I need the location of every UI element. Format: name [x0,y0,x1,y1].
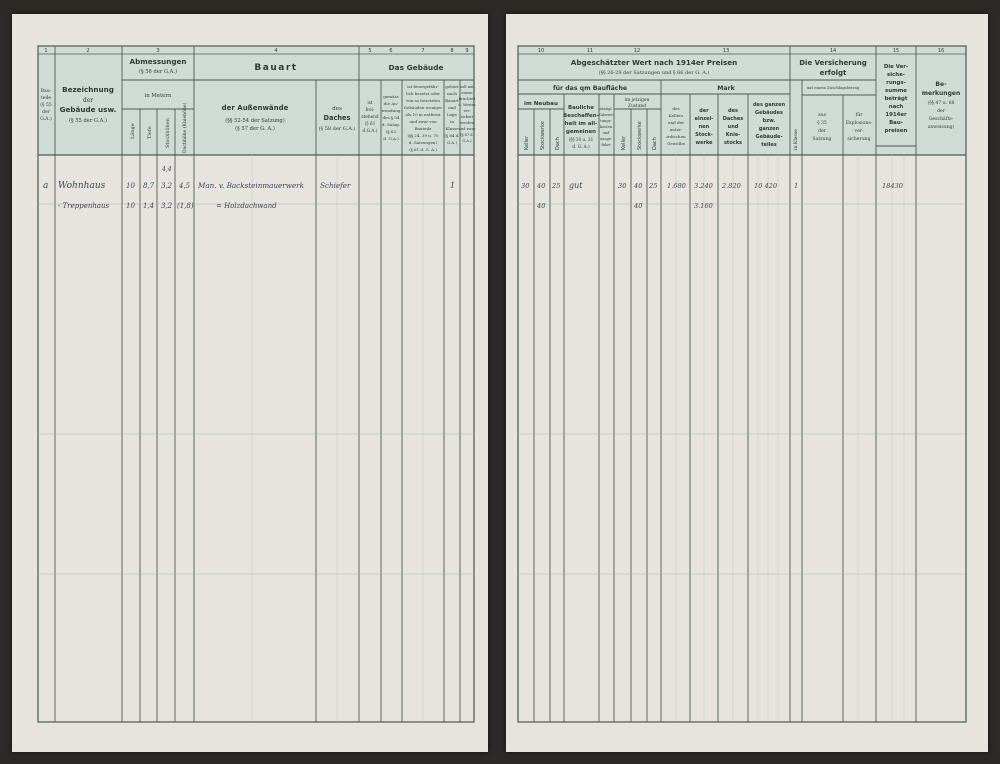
svg-text:Bauliche: Bauliche [568,105,594,111]
svg-text:heit im all-: heit im all- [564,121,598,127]
bezeichnung-entry: Wohnhaus [58,181,106,191]
svg-text:G.A.): G.A.) [462,139,472,143]
laenge-header: Länge [130,123,136,139]
svg-text:gemäss: gemäss [383,94,399,99]
svg-text:Beschaffen-: Beschaffen- [563,113,599,119]
svg-text:merkungen: merkungen [921,90,961,97]
svg-text:einem: einem [461,91,473,95]
abgeschaetzt-ref: (§§ 26-29 der Satzungen und § 66 der G. A.) [598,70,710,76]
keller-header: Keller [621,135,627,150]
svg-text:frei-: frei- [365,108,375,113]
col-number: 10 [537,48,545,54]
das-gebaeude-header: Das Gebäude [388,63,444,72]
stock-neu-entry: 40 [537,202,546,210]
svg-text:ganzen: ganzen [758,126,780,132]
svg-text:(§ 61: (§ 61 [364,122,376,127]
svg-text:abzügl.: abzügl. [599,107,613,111]
keller-neu-entry: 30 [521,182,530,190]
svg-text:ist: ist [367,101,373,106]
bauart-header: Bauart [254,63,298,73]
summe-entry: 18430 [882,182,903,190]
abmessungen-header: Abmessungen [129,57,187,66]
svg-text:Die Ver-: Die Ver- [883,64,909,70]
tiefe-entry: 1,4 [143,202,155,210]
dach-hoehe-entry: 4,5 [179,182,191,190]
svg-text:ver-: ver- [463,109,471,113]
svg-text:(§§ 30 u. 31: (§§ 30 u. 31 [568,137,594,142]
svg-text:Lage: Lage [447,112,457,117]
svg-text:teile: teile [40,96,52,101]
bauteil-entry: a [43,181,49,191]
svg-text:Bruchteil: Bruchteil [458,97,476,101]
svg-text:Gebäudes: Gebäudes [755,110,783,116]
col-number: 4 [274,48,278,54]
svg-text:siche-: siche- [887,72,905,78]
svg-text:(§ 55: (§ 55 [40,103,52,108]
im-jetzigen-header: Zustand [627,104,647,109]
svg-text:Geschäfts-: Geschäfts- [928,117,954,122]
aussenwaende-ref: (§§ 52-54 der Satzung) [225,118,285,124]
svg-text:und: und [602,131,610,135]
svg-text:(§ 61 d. G. A.): (§ 61 d. G. A.) [409,147,437,152]
svg-text:wendung: wendung [381,108,401,113]
svg-text:in: in [450,119,454,124]
mark-header: Mark [717,85,735,92]
zuschlag-header: mit einem Zuschlagsbetrag [806,85,860,90]
aussenwaende-entry: = Holzdachwand [216,202,277,210]
svg-text:stocks: stocks [723,140,743,146]
svg-text:Bauteile: Bauteile [414,126,432,131]
svg-text:sicherung: sicherung [847,137,871,142]
svg-text:und der: und der [667,120,685,125]
svg-text:des: des [332,106,342,112]
svg-text:d.G.A.): d.G.A.) [362,129,378,134]
svg-text:Bezeichnung: Bezeichnung [62,85,114,94]
svg-text:d. G. A.): d. G. A.) [572,144,590,149]
svg-text:werke: werke [695,140,713,146]
stock-above-entry: 4,4 [162,166,172,173]
tiefe-header: Tiefe [147,126,153,139]
svg-text:(§§ 24, 39 u. 70: (§§ 24, 39 u. 70 [407,133,439,138]
svg-text:der: der [42,110,50,115]
col-number: 1 [44,48,48,54]
svg-text:tungs-: tungs- [600,119,612,123]
col-number: 14 [829,48,837,54]
col-number: 11 [586,48,594,54]
wert-ganz-entry: 10 420 [754,182,778,190]
in-klasse-header: in Klasse [794,129,799,150]
svg-text:summe: summe [885,88,907,94]
klasse-entry: 1 [450,181,456,190]
aussenwaende-header: der Außenwände [221,104,289,112]
left-form-grid [12,14,488,752]
svg-text:Daches: Daches [323,114,351,122]
svg-text:Stock-: Stock- [695,132,713,138]
svg-text:gehört: gehört [445,84,459,89]
svg-text:der: der [699,108,709,114]
wert-dach-entry: 2.820 [722,182,741,190]
svg-text:Be-: Be- [935,81,947,88]
keller-jetzt-entry: 30 [618,182,627,190]
svg-text:1914er: 1914er [885,112,907,118]
svg-text:Daches: Daches [722,116,744,122]
svg-text:teiles: teiles [761,142,777,148]
col-number: 13 [722,48,730,54]
col-number: 7 [421,48,425,54]
col-number: 16 [937,48,945,54]
svg-text:Explosions-: Explosions- [845,121,873,126]
right-form-grid [506,14,988,752]
stockwerke-header: Stockwerke [540,121,546,150]
dachhoehe-header: Dachhöhe (Kniehöhe) [183,102,188,153]
col-number: 6 [389,48,393,54]
svg-text:bzw.: bzw. [762,118,776,124]
fuer-qm-header: für das qm Baufläche [552,85,628,92]
svg-text:Bau-: Bau- [40,89,52,94]
versicherung-header: erfolgt [819,69,847,77]
aussenwaende-entry: Man. v. Backsteinmauerwerk [198,181,304,190]
svg-text:der: der [937,109,945,114]
tiefe-entry: 8,7 [143,182,155,190]
dach-neu-entry: 25 [552,182,561,190]
svg-text:G.A.): G.A.) [446,140,458,145]
svg-text:Kellers: Kellers [668,113,684,118]
in-metern-header: in Metern [144,93,172,99]
svg-text:einzel-: einzel- [694,116,714,122]
svg-text:und: und [448,105,456,110]
svg-text:d. G.A.): d. G.A.) [383,136,399,141]
svg-text:(§ 62: (§ 62 [385,129,397,134]
svg-text:gemeinen: gemeinen [566,129,596,135]
svg-text:d. Satzg.: d. Satzg. [381,122,401,127]
svg-text:werden: werden [460,121,474,125]
svg-text:und zwar: und zwar [458,127,476,131]
wert-stock-entry: 3.160 [694,202,713,210]
svg-text:Zuberei-: Zuberei- [598,113,614,117]
klasse-entry: 1 [794,182,799,190]
svg-text:für: für [855,113,863,118]
dach-hoehe-entry: (1,8) [177,202,194,210]
svg-text:anweisung): anweisung) [927,125,955,130]
svg-text:Bauart: Bauart [445,98,459,103]
dach-entry: Schiefer [320,181,351,190]
svg-text:ist feuergefähr-: ist feuergefähr- [407,84,439,89]
laenge-entry: 10 [126,182,135,190]
svg-text:der: der [818,129,826,134]
svg-text:soll mit: soll mit [460,85,474,89]
laenge-entry: 10 [126,202,135,210]
svg-text:lich besetzt oder: lich besetzt oder [406,91,440,96]
svg-text:des § 54: des § 54 [382,115,400,120]
wert-keller-entry: 1.680 [667,182,686,190]
versicherung-header: Die Versicherung [799,59,867,67]
svg-text:die An-: die An- [383,101,399,106]
svg-text:Gebäude-: Gebäude- [755,134,783,140]
svg-text:stehend: stehend [361,115,379,120]
svg-text:d. Wertes: d. Wertes [458,103,476,107]
col-number: 2 [86,48,90,54]
svg-text:Gebäude usw.: Gebäude usw. [59,105,117,114]
right-page [506,14,988,752]
stock-jetzt-entry: 40 [634,182,643,190]
svg-text:ver-: ver- [854,129,864,134]
im-neubau-header: im Neubau [524,101,558,107]
svg-text:der: der [82,97,94,104]
col-number: 8 [450,48,454,54]
im-jetzigen-header: im jetzigen [624,98,650,103]
col-number: 5 [368,48,372,54]
bezeichnung-entry: - Treppenhaus [58,202,110,210]
svg-text:unter-: unter- [669,127,683,132]
svg-text:Satzung: Satzung [812,137,832,142]
svg-text:preisen: preisen [884,128,908,134]
svg-text:führt: führt [601,143,611,147]
svg-text:aus: aus [817,113,827,118]
stock-entry: 3,2 [161,202,173,210]
svg-text:rungs-: rungs- [886,80,906,86]
svg-text:G.A.): G.A.) [40,117,52,122]
col-number: 12 [633,48,641,54]
col-number: 9 [465,48,469,54]
stock-jetzt-entry: 40 [634,202,643,210]
keller-header: Keller [524,135,530,150]
svg-text:als 10 m entfernt: als 10 m entfernt [405,112,441,117]
abgeschaetzt-header: Abgeschätzter Wert nach 1914er Preisen [570,58,738,67]
svg-text:irdischen: irdischen [666,134,686,139]
svg-text:Bau-: Bau- [889,120,903,126]
svg-text:(§ 58 der G.A.): (§ 58 der G.A.) [318,126,356,132]
beschaffenheit-entry: gut [569,181,583,190]
bauteil-header [40,88,52,122]
svg-text:und: und [727,124,739,130]
svg-text:(§ 67 d.: (§ 67 d. [460,133,474,137]
svg-text:nen: nen [698,124,710,130]
svg-text:(§§ 47 u. 68: (§§ 47 u. 68 [927,101,955,106]
svg-text:ausge-: ausge- [600,137,612,141]
svg-text:des ganzen: des ganzen [752,102,786,108]
svg-text:§ 35: § 35 [817,121,827,126]
svg-text:beträgt: beträgt [884,96,908,102]
dach-header: Dach [555,137,561,150]
svg-text:Klasse: Klasse [445,126,459,131]
svg-text:(§ 55 der G.A.): (§ 55 der G.A.) [68,118,108,124]
svg-text:des: des [728,108,738,114]
svg-text:sichert: sichert [460,115,474,119]
svg-text:nach: nach [447,91,457,96]
stockhoehen-header: Stockhöhen [165,118,171,148]
dach-jetzt-entry: 25 [649,182,658,190]
dach-header: Dach [652,137,658,150]
svg-text:(§ 64 d.: (§ 64 d. [444,133,460,138]
svg-text:Knie-: Knie- [725,132,741,138]
stockwerke-header: Stockwerke [637,121,643,150]
svg-text:nach: nach [888,104,904,110]
svg-text:und zwar von: und zwar von [409,119,437,124]
svg-text:Gewölbe: Gewölbe [666,141,686,146]
svg-text:des: des [672,106,680,111]
svg-text:kosten: kosten [599,125,613,129]
stock-neu-entry: 40 [537,182,546,190]
col-number: 15 [892,48,900,54]
svg-text:Gebäuden weniger: Gebäuden weniger [403,105,443,110]
col-number: 3 [156,48,160,54]
left-page [12,14,488,752]
svg-text:von so besetzten: von so besetzten [406,98,440,103]
wert-stock-entry: 3.240 [694,182,713,190]
stock-entry: 3,2 [161,182,173,190]
svg-text:d. Satzungen): d. Satzungen) [408,140,438,145]
abmessungen-ref: (§ 56 der G.A.) [138,69,178,75]
aussenwaende-ref: (§ 57 der G. A.) [235,126,275,132]
